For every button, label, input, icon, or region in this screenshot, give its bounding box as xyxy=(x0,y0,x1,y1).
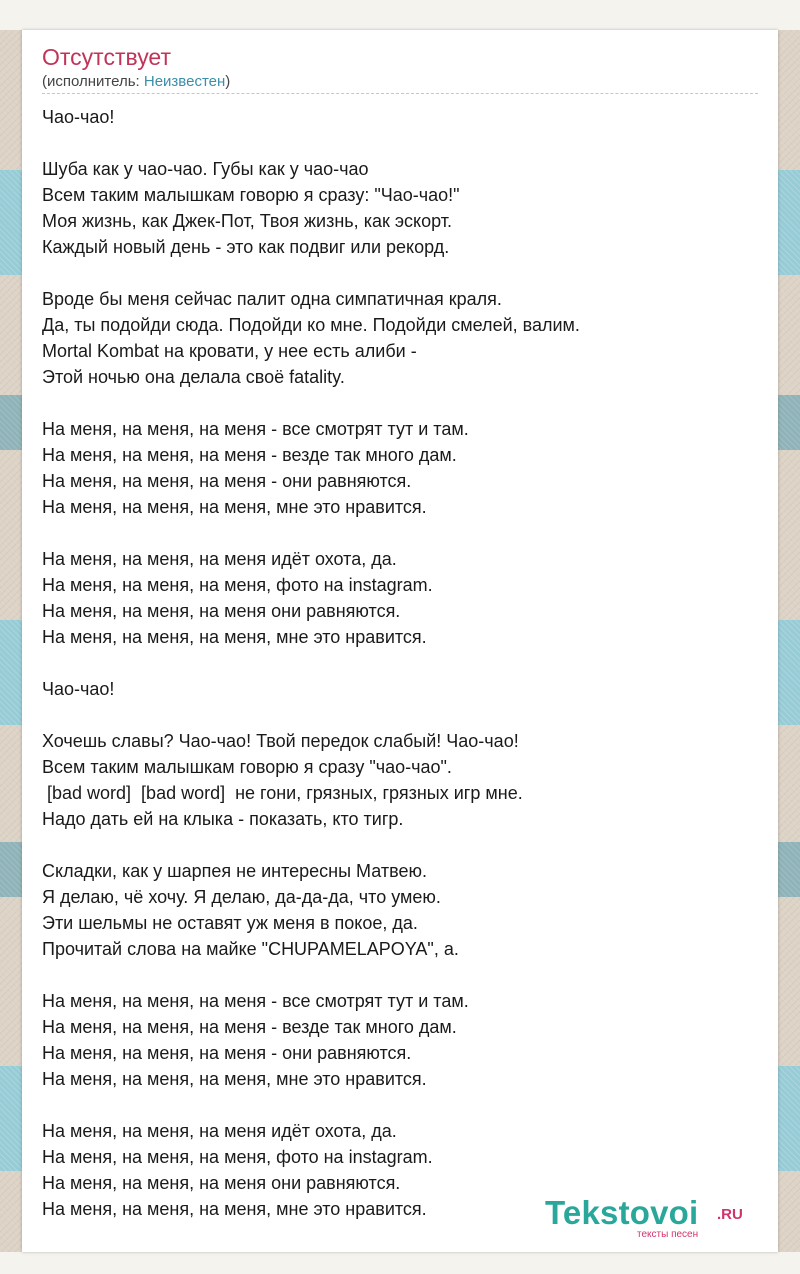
lyric-line xyxy=(42,390,758,416)
lyric-line xyxy=(42,1092,758,1118)
lyric-line: [bad word] [bad word] не гони, грязных, грязных игр мне. xyxy=(42,783,523,803)
lyric-line: Да, ты подойди сюда. Подойди ко мне. Подойди смелей, валим. xyxy=(42,315,580,335)
lyric-line: Всем таким малышкам говорю я сразу: "Чао-чао!" xyxy=(42,185,460,205)
lyric-line: Хочешь славы? Чао-чао! Твой передок слабый! Чао-чао! xyxy=(42,731,519,751)
lyric-line: На меня, на меня, на меня, мне это нравится. xyxy=(42,627,427,647)
artist-link[interactable]: Неизвестен xyxy=(143,73,226,90)
lyric-line: Я делаю, чё хочу. Я делаю, да-да-да, что умею. xyxy=(42,887,441,907)
lyric-line: Чао-чао! xyxy=(42,107,115,127)
lyric-line: Прочитай слова на майке "CHUPAMELAPOYA", а. xyxy=(42,939,459,959)
brand-tagline: тексты песен xyxy=(637,1229,699,1240)
lyric-line: На меня, на меня, на меня идёт охота, да. xyxy=(42,1121,397,1141)
lyric-line: На меня, на меня, на меня - все смотрят тут и там. xyxy=(42,419,469,439)
lyric-line xyxy=(42,962,758,988)
lyric-line: На меня, на меня, на меня, фото на instagram. xyxy=(42,575,433,595)
lyric-line: На меня, на меня, на меня - везде так много дам. xyxy=(42,445,457,465)
lyric-line: Моя жизнь, как Джек-Пот, Твоя жизнь, как эскорт. xyxy=(42,211,452,231)
brand-tld: .RU xyxy=(717,1206,743,1223)
lyric-line: Mortal Kombat на кровати, у нее есть алиби - xyxy=(42,341,417,361)
lyric-line: На меня, на меня, на меня, мне это нравится. xyxy=(42,1069,427,1089)
lyric-line: Надо дать ей на клыка - показать, кто тигр. xyxy=(42,809,404,829)
lyric-line: На меня, на меня, на меня они равняются. xyxy=(42,601,401,621)
lyric-line: Складки, как у шарпея не интересны Матвею. xyxy=(42,861,427,881)
song-title: Отсутствует xyxy=(42,44,171,70)
lyric-line: На меня, на меня, на меня идёт охота, да. xyxy=(42,549,397,569)
lyric-line: На меня, на меня, на меня, мне это нравится. xyxy=(42,1199,427,1219)
artist-line xyxy=(42,73,230,91)
lyric-line: На меня, на меня, на меня - все смотрят тут и там. xyxy=(42,991,469,1011)
lyrics-text xyxy=(42,104,758,1222)
lyric-line: Этой ночью она делала своё fatality. xyxy=(42,367,345,387)
lyric-line: На меня, на меня, на меня - везде так много дам. xyxy=(42,1017,457,1037)
lyric-line: Эти шельмы не оставят уж меня в покое, да. xyxy=(42,913,418,933)
lyric-line: Шуба как у чао-чао. Губы как у чао-чао xyxy=(42,159,369,179)
lyric-line: Всем таким малышкам говорю я сразу "чао-чао". xyxy=(42,757,452,777)
brand-name: Tekstovoi xyxy=(545,1194,699,1231)
lyric-line: Каждый новый день - это как подвиг или рекорд. xyxy=(42,237,450,257)
lyric-line xyxy=(42,832,758,858)
background-stripe xyxy=(0,0,800,30)
lyric-line xyxy=(42,520,758,546)
brand-logo[interactable] xyxy=(545,1196,750,1240)
background-stripe xyxy=(0,1252,800,1274)
lyric-line: Вроде бы меня сейчас палит одна симпатичная краля. xyxy=(42,289,502,309)
lyric-line xyxy=(42,650,758,676)
lyrics-card xyxy=(22,30,778,1252)
lyric-line: На меня, на меня, на меня - они равняются. xyxy=(42,471,412,491)
lyric-line: На меня, на меня, на меня - они равняются. xyxy=(42,1043,412,1063)
lyric-line xyxy=(42,130,758,156)
lyric-line: На меня, на меня, на меня, фото на instagram. xyxy=(42,1147,433,1167)
lyric-line xyxy=(42,260,758,286)
lyric-line xyxy=(42,702,758,728)
lyric-line: На меня, на меня, на меня, мне это нравится. xyxy=(42,497,427,517)
lyric-line: На меня, на меня, на меня они равняются. xyxy=(42,1173,401,1193)
artist-suffix: ) xyxy=(225,73,231,90)
lyric-line: Чао-чао! xyxy=(42,679,115,699)
title-divider xyxy=(42,93,758,94)
artist-prefix: (исполнитель: xyxy=(42,73,144,90)
